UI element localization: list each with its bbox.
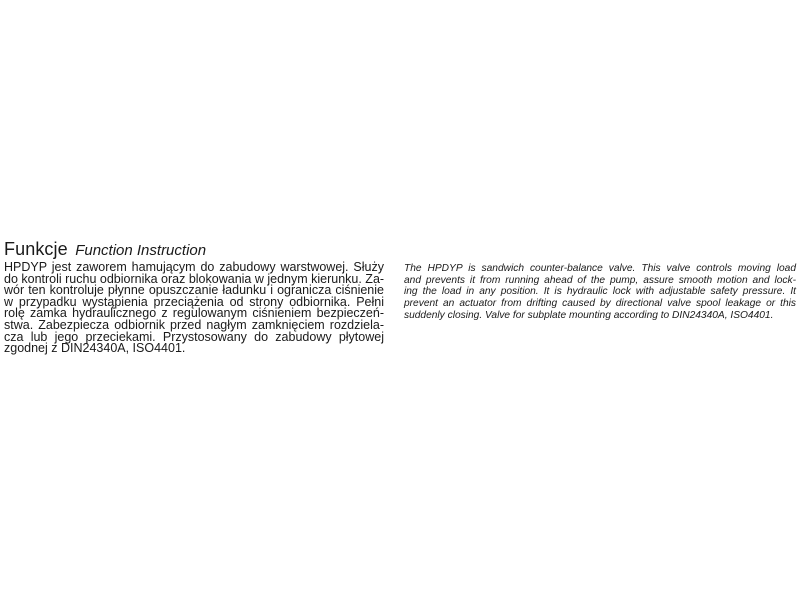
polish-line: cza lub jego przeciekami. Przystosowany do zabudowy płytowej <box>4 329 384 344</box>
section-heading <box>4 239 206 260</box>
polish-line: stwa. Zabezpiecza odbiornik przed nagłym zamknięciem rozdziela- <box>4 317 384 332</box>
polish-line: zgodnej z DIN24340A, ISO4401. <box>4 341 186 356</box>
polish-line: rolę zamka hydraulicznego z regulowanym ciśnieniem bezpieczeń- <box>4 306 384 321</box>
english-line: suddenly closing. Valve for subplate mounting according to DIN24340A, ISO4401. <box>404 309 774 321</box>
english-line: and prevents it from running ahead of the pump, assure smooth motion and lock- <box>404 274 796 286</box>
english-line: The HPDYP is sandwich counter-balance valve. This valve controls moving load <box>404 263 796 274</box>
heading-polish: Funkcje <box>4 239 68 259</box>
english-line: ing the load in any position. It is hydraulic lock with adjustable safety pressure. It <box>404 286 796 298</box>
polish-line: w przypadku wystąpienia przeciążenia od strony odbiornika. Pełni <box>4 294 384 309</box>
polish-line: HPDYP jest zaworem hamującym do zabudowy warstwowej. Służy <box>4 260 384 274</box>
polish-description <box>4 262 384 355</box>
polish-line: do kontroli ruchu odbiornika oraz blokowania w jednym kierunku. Za- <box>4 271 385 286</box>
polish-line: wór ten kontroluje płynne opuszczanie ładunku i ogranicza ciśnienie <box>4 283 384 298</box>
english-description <box>404 263 796 322</box>
english-line: prevent an actuator from drifting caused by directional valve spool leakage or this <box>404 298 796 310</box>
heading-english: Function Instruction <box>75 242 207 259</box>
